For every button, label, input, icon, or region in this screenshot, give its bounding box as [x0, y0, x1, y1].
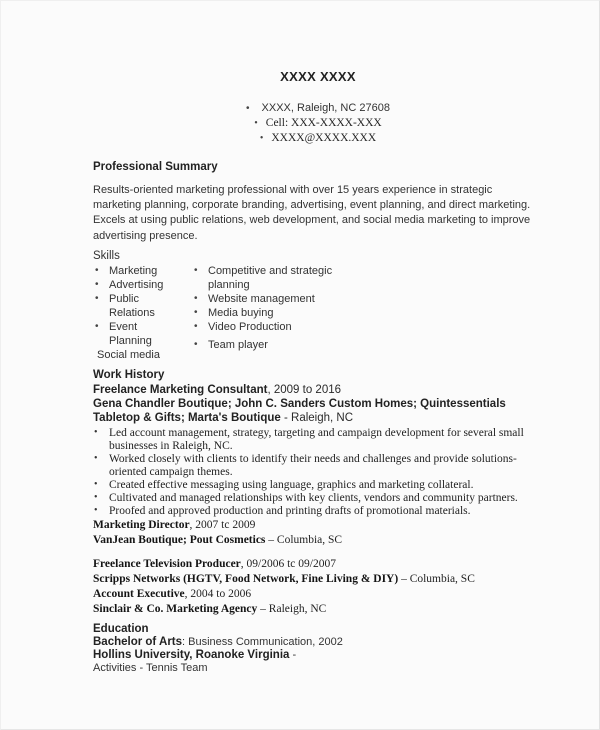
skill-item: • Event Planning — [93, 320, 171, 348]
activities-line: Activities - Tennis Team — [93, 661, 208, 674]
skill-item: • Video Production — [192, 320, 358, 334]
job-company-line — [93, 533, 543, 548]
skill-item: • Advertising — [93, 278, 171, 292]
job-dates: , 2007 tc 2009 — [189, 518, 256, 531]
skills-heading: Skills — [93, 249, 120, 262]
contact-phone: Cell: XXX-XXXX-XXX — [265, 117, 382, 129]
job-entry — [93, 518, 543, 548]
job-duty: • Cultivated and managed relationships with key clients, vendors and community partners. — [93, 492, 543, 505]
job-duty: • Led account management, strategy, targeting and campaign development for several small businesses in Raleigh, NC. — [93, 427, 543, 453]
job-dates: , 2004 to 2006 — [184, 587, 252, 600]
skill-item: • Team player — [192, 338, 358, 352]
degree-line — [93, 636, 543, 649]
job-duty: • Created effective messaging using language, graphics and marketing collateral. — [93, 479, 543, 492]
bullet-icon — [254, 116, 258, 131]
skill-item: • Public Relations — [93, 292, 171, 320]
job-company: Scripps Networks (HGTV, Food Network, Fine Living & DIY) — [93, 572, 399, 585]
work-history-heading: Work History — [93, 368, 165, 381]
professional-summary-text: Results-oriented marketing professional with over 15 years experience in strategic marketing planning, corporate branding, advertising, event planning, and direct marketing. Excels at using public relations, web development, and social media marketing to improve advertising presence. — [93, 184, 531, 242]
job-title: Account Executive — [93, 587, 185, 600]
degree: Bachelor of Arts — [93, 635, 183, 648]
education-heading: Education — [93, 622, 149, 635]
job-title-line — [93, 557, 543, 572]
education-section — [93, 622, 543, 675]
professional-summary-heading: Professional Summary — [93, 161, 218, 173]
contact-email-line — [93, 131, 543, 146]
job-title: Marketing Director — [93, 518, 190, 531]
school-suffix: - — [289, 648, 297, 661]
skill-item: • Website management — [192, 292, 358, 306]
school-line — [93, 649, 543, 662]
job-dates: , 2009 to 2016 — [267, 383, 342, 396]
contact-phone-line — [93, 116, 543, 131]
job-company: Sinclair & Co. Marketing Agency — [93, 602, 258, 615]
skill-item: Social media — [97, 348, 160, 361]
job-location: - Raleigh, NC — [280, 411, 354, 424]
job-location: – Columbia, SC — [398, 572, 475, 585]
job-duties-list — [93, 427, 543, 518]
job-company-line — [93, 602, 543, 617]
school: Hollins University, Roanoke Virginia — [93, 648, 290, 661]
job-title-line — [93, 587, 543, 602]
skills-column-right — [192, 264, 358, 362]
job-title: Freelance Marketing Consultant — [93, 383, 268, 396]
contact-list — [93, 101, 543, 146]
job-location: – Columbia, SC — [265, 533, 343, 546]
job-entry — [93, 587, 543, 617]
skill-item: • Media buying — [192, 306, 358, 320]
job-title-line — [93, 383, 543, 397]
job-company: VanJean Boutique; Pout Cosmetics — [93, 533, 266, 546]
job-entry — [93, 557, 543, 587]
job-duty: • Worked closely with clients to identify their needs and challenges and provide solutions-oriented campaign themes. — [93, 453, 543, 479]
skills-section — [93, 264, 543, 362]
job-company-line — [93, 397, 543, 425]
contact-email: XXXX@XXXX.XXX — [271, 132, 377, 144]
bullet-icon — [260, 131, 264, 146]
contact-address-line — [93, 101, 543, 116]
skill-item: • Competitive and strategic planning — [192, 264, 358, 292]
job-location: – Raleigh, NC — [257, 602, 327, 615]
bullet-icon — [246, 101, 250, 116]
skills-column-left — [93, 264, 177, 362]
job-entry — [93, 383, 543, 518]
skill-item: • Marketing — [93, 264, 171, 278]
candidate-name: XXXX XXXX — [280, 69, 356, 84]
job-dates: , 09/2006 tc 09/2007 — [240, 557, 336, 570]
job-title: Freelance Television Producer — [93, 557, 241, 570]
job-company: Gena Chandler Boutique; John C. Sanders Custom Homes; Quintessentials Tabletop & Gifts; Marta's Boutique — [93, 397, 506, 424]
job-duty: • Proofed and approved production and printing drafts of promotional materials. — [93, 505, 543, 518]
contact-address: XXXX, Raleigh, NC 27608 — [261, 102, 390, 114]
job-title-line — [93, 518, 543, 533]
degree-detail: : Business Communication, 2002 — [182, 635, 343, 648]
job-company-line — [93, 572, 543, 587]
